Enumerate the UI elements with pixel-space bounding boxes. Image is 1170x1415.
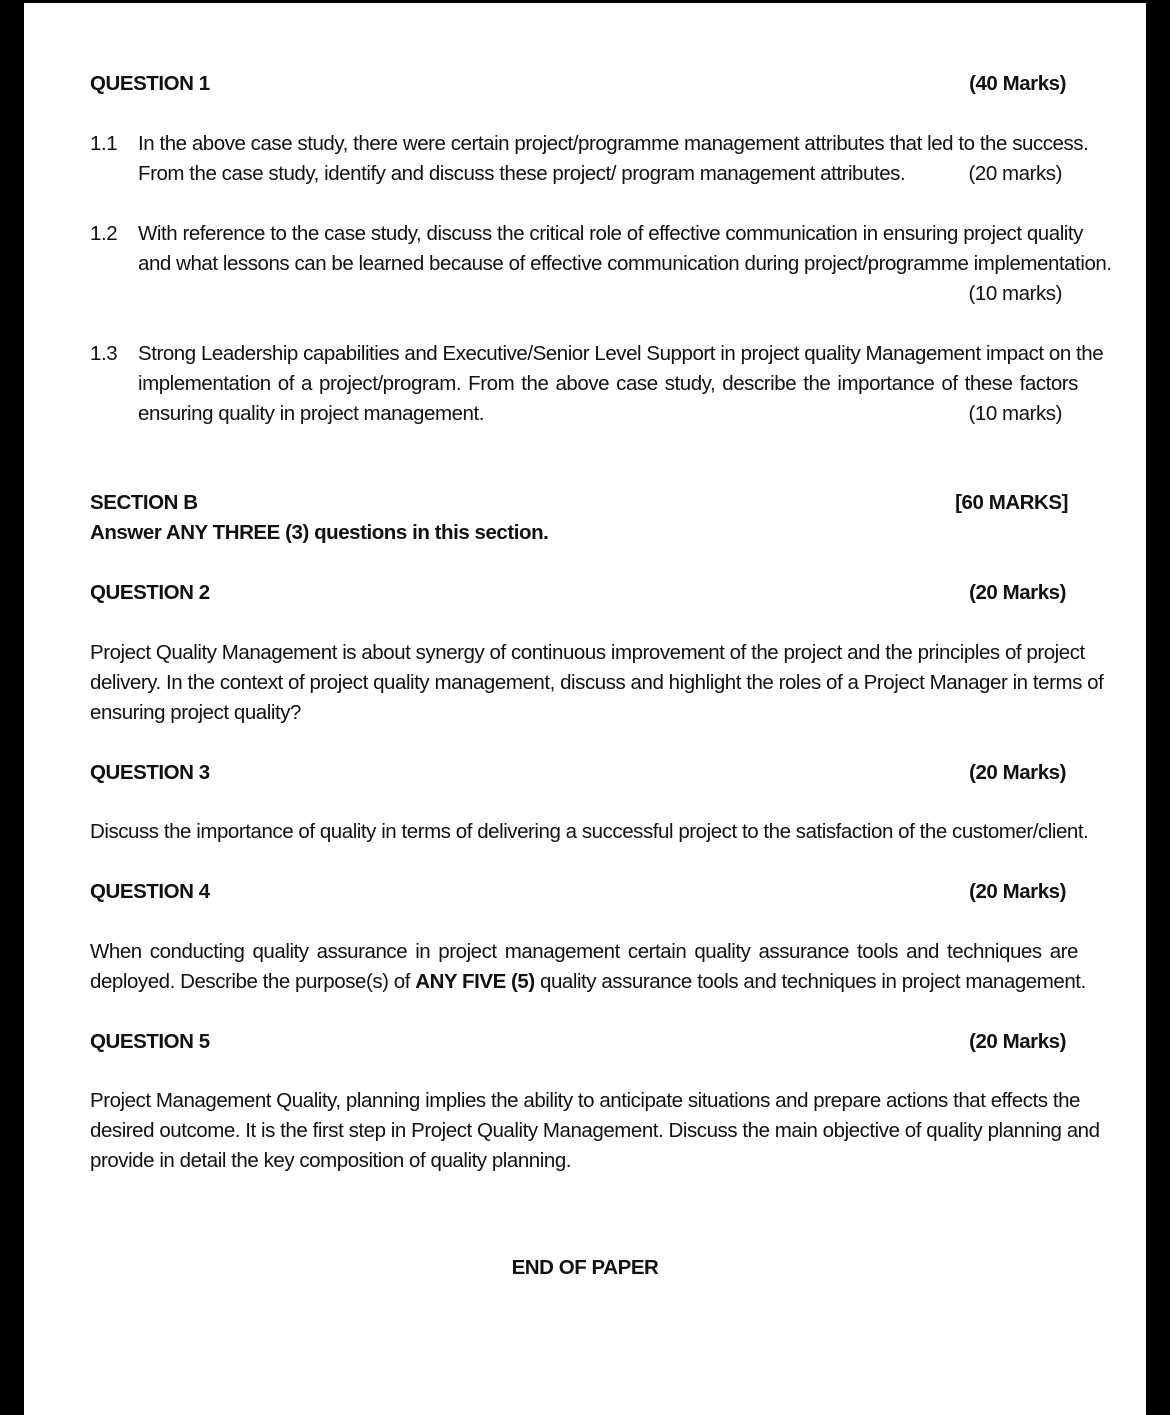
question-4-marks: (20 Marks) [969,880,1066,903]
question-5-title: QUESTION 5 [90,1030,210,1053]
item-1-1-number: 1.1 [90,132,118,155]
question-2-line-1: Project Quality Management is about synergy of continuous improvement of the project and the principles of project [90,641,1085,664]
section-b-marks: [60 MARKS] [955,491,1068,514]
question-4-line-1: When conducting quality assurance in project management certain quality assurance tools and techniques are [90,940,1078,963]
item-1-1-line-1: In the above case study, there were certain project/programme management attributes that led to the success. [138,132,1089,155]
question-5-line-3: provide in detail the key composition of quality planning. [90,1149,572,1172]
section-b-title: SECTION B [90,491,198,514]
item-1-2-line-1: With reference to the case study, discuss the critical role of effective communication in ensuring project quality [138,222,1083,245]
question-4-line-2-post: quality assurance tools and techniques in project management. [534,970,1086,993]
item-1-2-number: 1.2 [90,222,118,245]
question-2-title: QUESTION 2 [90,581,210,604]
question-5-marks: (20 Marks) [969,1030,1066,1053]
question-3-marks: (20 Marks) [969,761,1066,784]
item-1-3-line-3: ensuring quality in project management. [138,402,484,425]
item-1-1-line-2: From the case study, identify and discuss these project/ program management attributes. [138,162,906,185]
question-4-line-2 [90,967,1086,997]
question-5-line-1: Project Management Quality, planning implies the ability to anticipate situations and prepare actions that effects the [90,1089,1080,1112]
end-of-paper: END OF PAPER [511,1256,659,1279]
question-4-line-2-bold: ANY FIVE (5) [415,970,535,993]
question-3-text: Discuss the importance of quality in terms of delivering a successful project to the satisfaction of the customer/client. [90,820,1089,843]
question-2-line-2: delivery. In the context of project quality management, discuss and highlight the roles of a Project Manager in terms of [90,671,1104,694]
question-1-marks: (40 Marks) [969,72,1066,95]
item-1-2-line-2: and what lessons can be learned because of effective communication during project/programme implementation. [138,252,1112,275]
exam-page [24,3,1146,1415]
item-1-1-marks: (20 marks) [968,162,1062,185]
question-4-title: QUESTION 4 [90,880,210,903]
question-2-line-3: ensuring project quality? [90,701,301,724]
item-1-3-number: 1.3 [90,342,118,365]
item-1-3-marks: (10 marks) [968,402,1062,425]
question-2-marks: (20 Marks) [969,581,1066,604]
question-3-title: QUESTION 3 [90,761,210,784]
question-5-line-2: desired outcome. It is the first step in Project Quality Management. Discuss the main objective of quality planning and [90,1119,1100,1142]
item-1-3-line-1: Strong Leadership capabilities and Executive/Senior Level Support in project quality Management impact on the [138,342,1104,365]
question-1-title: QUESTION 1 [90,72,210,95]
question-4-line-2-pre: deployed. Describe the purpose(s) of [90,970,416,993]
section-b-instruction: Answer ANY THREE (3) questions in this section. [90,521,549,544]
item-1-3-line-2: implementation of a project/program. From the above case study, describe the importance of these factors [138,372,1078,395]
item-1-2-marks: (10 marks) [968,282,1062,305]
